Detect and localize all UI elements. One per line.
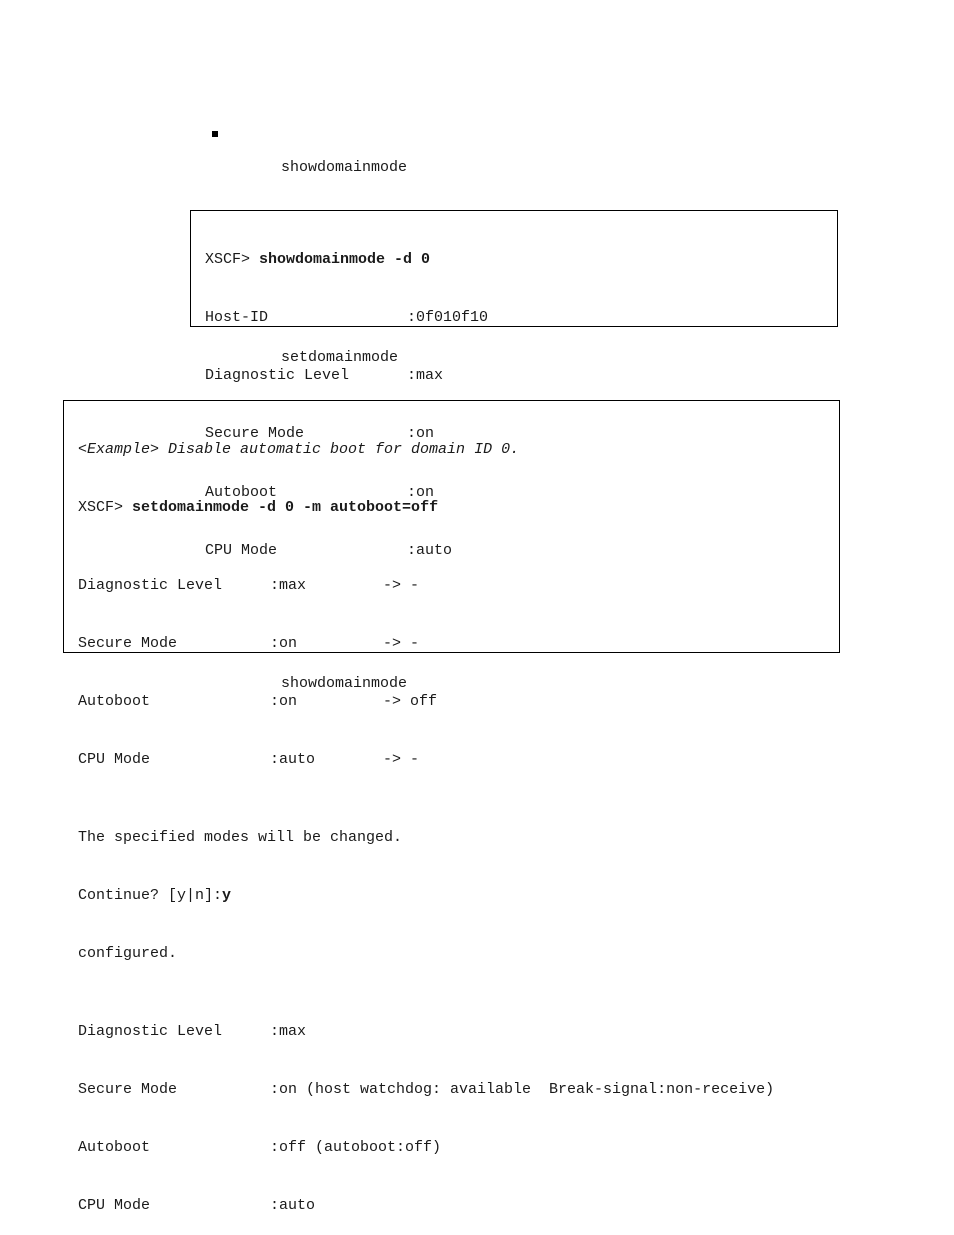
change-new-value: - — [410, 576, 420, 594]
output-label: Autoboot — [205, 483, 278, 501]
change-new-value: - — [410, 634, 420, 652]
change-arrow: -> — [383, 751, 402, 769]
command-line — [205, 250, 837, 269]
continue-answer: y — [222, 887, 232, 905]
notice-line: The specified modes will be changed. — [78, 828, 403, 846]
change-arrow: -> — [383, 634, 402, 652]
output-row — [205, 308, 837, 327]
output-value: :auto — [407, 541, 453, 559]
prompt: XSCF> — [78, 499, 133, 517]
command-text: setdomainmode -d 0 -m autoboot=off — [132, 499, 439, 517]
result-row — [78, 1138, 839, 1157]
prompt: XSCF> — [205, 250, 260, 268]
change-label: Diagnostic Level — [78, 576, 223, 594]
result-label: CPU Mode — [78, 1197, 151, 1215]
change-old-value: :auto — [270, 751, 316, 769]
continue-line — [78, 886, 839, 905]
result-value: :on (host watchdog: available Break-signal:non-receive) — [270, 1081, 775, 1099]
change-row — [78, 576, 839, 595]
output-value: :max — [407, 367, 444, 385]
result-row — [78, 1196, 839, 1215]
change-new-value: off — [410, 693, 438, 711]
change-new-value: - — [410, 751, 420, 769]
configured-line: configured. — [78, 945, 178, 963]
output-label: CPU Mode — [205, 541, 278, 559]
result-value: :max — [270, 1022, 307, 1040]
output-value: :on — [407, 483, 435, 501]
output-value: :on — [407, 425, 435, 443]
output-label: Host-ID — [205, 309, 269, 327]
command-reference-setdomainmode: setdomainmode — [281, 349, 399, 366]
result-value: :auto — [270, 1197, 316, 1215]
command-text: showdomainmode -d 0 — [259, 250, 431, 268]
change-arrow: -> — [383, 693, 402, 711]
result-row — [78, 1080, 839, 1099]
result-label: Autoboot — [78, 1139, 151, 1157]
command-reference-showdomainmode: showdomainmode — [281, 159, 408, 176]
command-reference-showdomainmode-2: showdomainmode — [281, 675, 408, 692]
change-row — [78, 634, 839, 653]
change-row — [78, 750, 839, 769]
change-old-value: :on — [270, 634, 298, 652]
example-caption — [78, 440, 839, 459]
result-row — [78, 1022, 839, 1041]
result-value: :off (autoboot:off) — [270, 1139, 442, 1157]
change-old-value: :on — [270, 693, 298, 711]
result-label: Secure Mode — [78, 1081, 178, 1099]
change-label: Autoboot — [78, 693, 151, 711]
change-label: CPU Mode — [78, 751, 151, 769]
change-old-value: :max — [270, 576, 307, 594]
output-label: Secure Mode — [205, 425, 305, 443]
command-line — [78, 498, 839, 517]
bullet-marker — [212, 131, 218, 137]
output-value: :0f010f10 — [407, 309, 489, 327]
example-caption-text: <Example> Disable automatic boot for domain ID 0. — [78, 440, 520, 458]
result-label: Diagnostic Level — [78, 1022, 223, 1040]
change-arrow: -> — [383, 576, 402, 594]
change-label: Secure Mode — [78, 634, 178, 652]
change-row — [78, 692, 839, 711]
output-label: Diagnostic Level — [205, 367, 350, 385]
continue-prompt: Continue? [y|n]: — [78, 887, 223, 905]
output-row — [205, 366, 837, 385]
